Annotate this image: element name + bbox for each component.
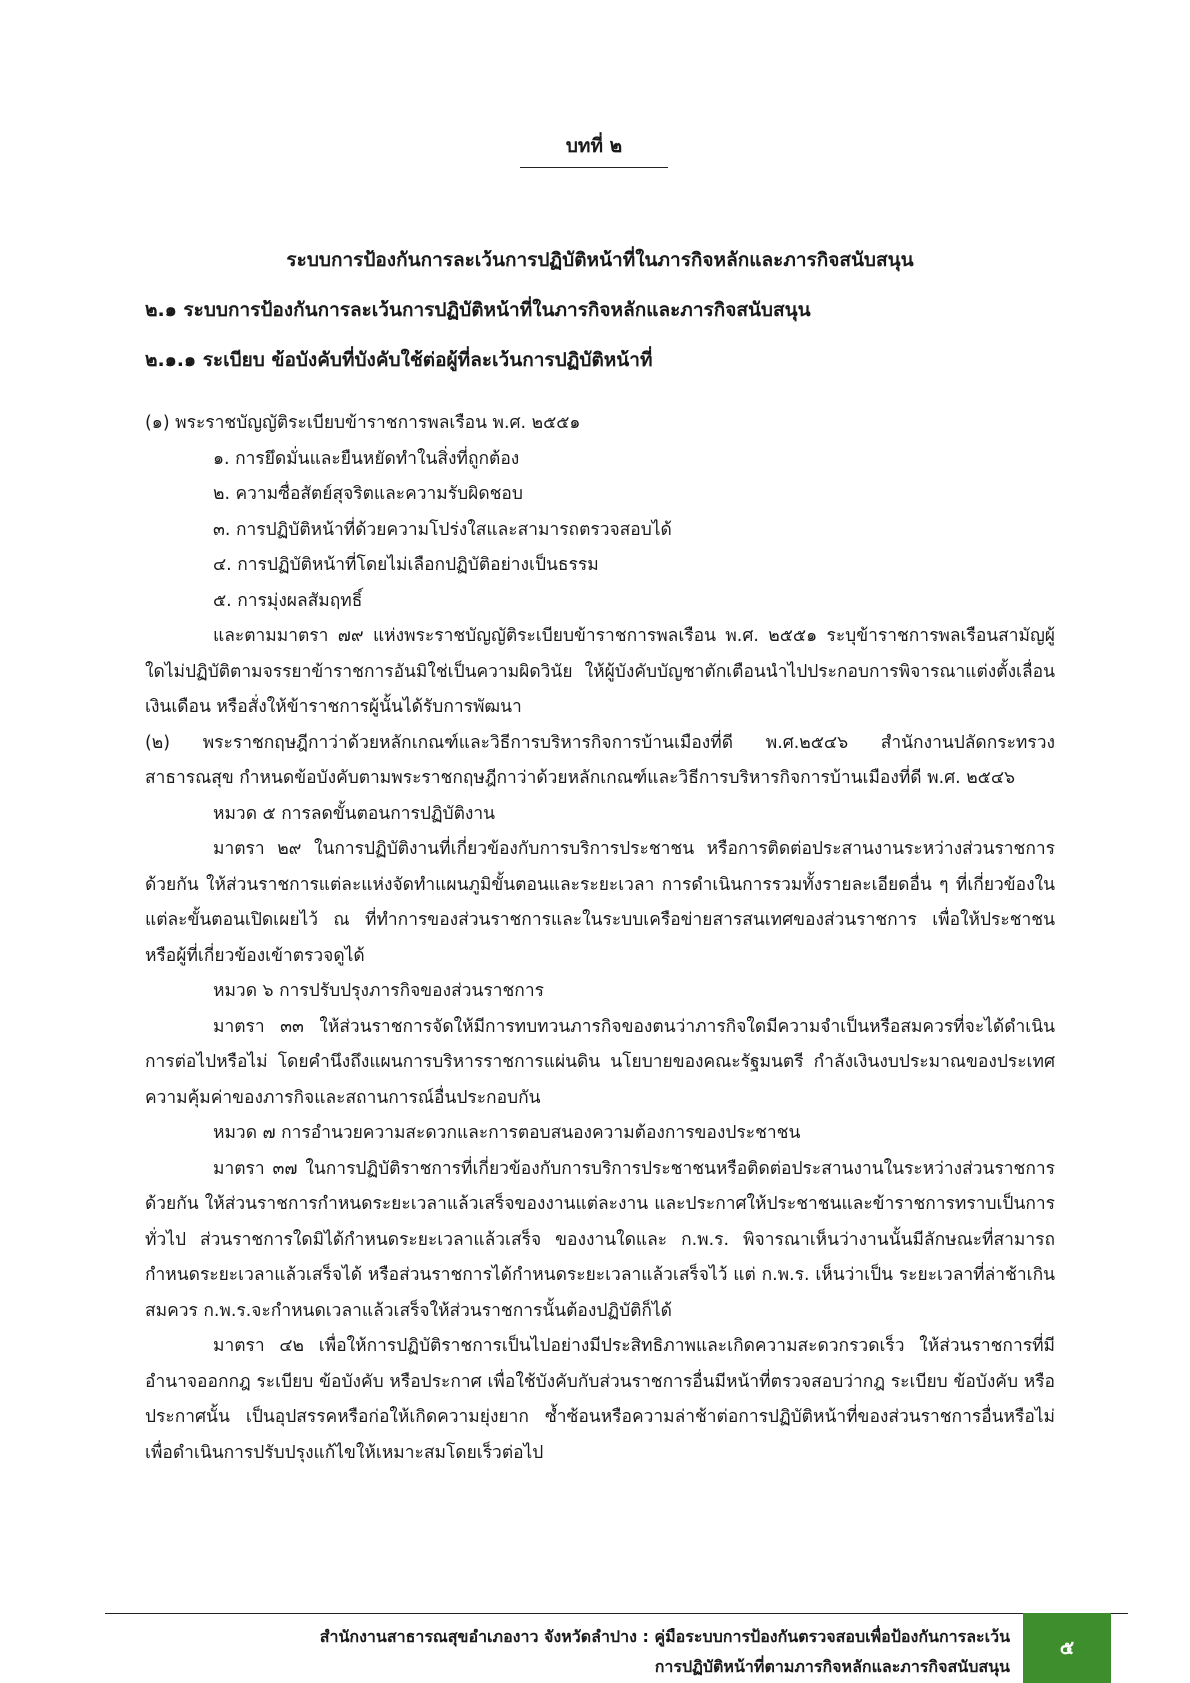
law1-paragraph: และตามมาตรา ๗๙ แห่งพระราชบัญญัติระเบียบข้าราชการพลเรือน พ.ศ. ๒๕๕๑ ระบุข้าราชการพลเรือนสามัญผู้ใดไม่ปฏิบัติตามจรรยาข้าราชการอันมิใช่เป็นความผิดวินัย ให้ผู้บังคับบัญชาตักเตือนนำไปประกอบการพิจารณาแต่งตั้งเลื่อนเงินเดือน หรือสั่งให้ข้าราชการผู้นั้นได้รับการพัฒนา [145, 626, 1055, 717]
chapter5-heading: หมวด ๕ การลดขั้นตอนการปฏิบัติงาน [213, 803, 496, 824]
subsection-heading: ๒.๑.๑ ระเบียบ ข้อบังคับที่บังคับใช้ต่อผู้ที่ละเว้นการปฏิบัติหน้าที่ [145, 349, 653, 371]
section-heading: ๒.๑ ระบบการป้องกันการละเว้นการปฏิบัติหน้าที่ในภารกิจหลักและภารกิจสนับสนุน [145, 299, 811, 321]
page-number-badge [1023, 1613, 1111, 1683]
document-body [145, 406, 1055, 1471]
chapter6-heading: หมวด ๖ การปรับปรุงภารกิจของส่วนราชการ [213, 981, 544, 1001]
chapter-underline [520, 167, 668, 168]
chapter7-heading: หมวด ๗ การอำนวยความสะดวกและการตอบสนองความต้องการของประชาชน [213, 1123, 801, 1143]
section42-paragraph: มาตรา ๔๒ เพื่อให้การปฏิบัติราชการเป็นไปอย่างมีประสิทธิภาพและเกิดความสะดวกรวดเร็ว ให้ส่วนราชการที่มีอำนาจออกกฎ ระเบียบ ข้อบังคับ หรือประกาศ เพื่อใช้บังคับกับส่วนราชการอื่นมีหน้าที่ตรวจสอบว่ากฎ ระเบียบ ข้อบังคับ หรือประกาศนั้น เป็นอุปสรรคหรือก่อให้เกิดความยุ่งยาก ซ้ำซ้อนหรือความล่าช้าต่อการปฏิบัติหน้าที่ของส่วนราชการอื่นหรือไม่ เพื่อดำเนินการปรับปรุงแก้ไขให้เหมาะสมโดยเร็วต่อไป [145, 1336, 1055, 1463]
list-item: ๓. การปฏิบัติหน้าที่ด้วยความโปร่งใสและสามารถตรวจสอบได้ [213, 519, 672, 540]
section37-paragraph: มาตรา ๓๗ ในการปฏิบัติราชการที่เกี่ยวข้องกับการบริการประชาชนหรือติดต่อประสานงานในระหว่างส่วนราชการด้วยกัน ให้ส่วนราชการกำหนดระยะเวลาแล้วเสร็จของงานแต่ละงาน และประกาศให้ประชาชนและข้าราชการทราบเป็นการทั่วไป ส่วนราชการใดมิได้กำหนดระยะเวลาแล้วเสร็จ ของงานใดและ ก.พ.ร. พิจารณาเห็นว่างานนั้นมีลักษณะที่สามารถกำหนดระยะเวลาแล้วเสร็จได้ หรือส่วนราชการได้กำหนดระยะเวลาแล้วเสร็จไว้ แต่ ก.พ.ร. เห็นว่าเป็น ระยะเวลาที่ล่าช้าเกินสมควร ก.พ.ร.จะกำหนดเวลาแล้วเสร็จให้ส่วนราชการนั้นต้องปฏิบัติก็ได้ [145, 1158, 1055, 1321]
law1-heading: (๑) พระราชบัญญัติระเบียบข้าราชการพลเรือน พ.ศ. ๒๕๕๑ [145, 413, 581, 433]
footer [150, 1622, 1010, 1682]
page-number: ๕ [1059, 1637, 1075, 1659]
page-title: ระบบการป้องกันการละเว้นการปฏิบัติหน้าที่ในภารกิจหลักและภารกิจสนับสนุน [286, 249, 914, 271]
footer-line-2: การปฏิบัติหน้าที่ตามภารกิจหลักและภารกิจสนับสนุน [654, 1657, 1010, 1676]
list-item: ๕. การมุ่งผลสัมฤทธิ์ [213, 590, 363, 611]
section33-paragraph: มาตรา ๓๓ ให้ส่วนราชการจัดให้มีการทบทวนภารกิจของตนว่าภารกิจใดมีความจำเป็นหรือสมควรที่จะได้ดำเนินการต่อไปหรือไม่ โดยคำนึงถึงแผนการบริหารราชการแผ่นดิน นโยบายของคณะรัฐมนตรี กำลังเงินงบประมาณของประเทศ ความคุ้มค่าของภารกิจและสถานการณ์อื่นประกอบกัน [145, 1016, 1055, 1108]
section29-paragraph: มาตรา ๒๙ ในการปฏิบัติงานที่เกี่ยวข้องกับการบริการประชาชน หรือการติดต่อประสานงานระหว่างส่วนราชการด้วยกัน ให้ส่วนราชการแต่ละแห่งจัดทำแผนภูมิขั้นตอนและระยะเวลา การดำเนินการรวมทั้งรายละเอียดอื่น ๆ ที่เกี่ยวข้องในแต่ละขั้นตอนเปิดเผยไว้ ณ ที่ทำการของส่วนราชการและในระบบเครือข่ายสารสนเทศของส่วนราชการ เพื่อให้ประชาชนหรือผู้ที่เกี่ยวข้องเข้าตรวจดูได้ [145, 839, 1055, 966]
list-item: ๒. ความซื่อสัตย์สุจริตและความรับผิดชอบ [213, 484, 523, 504]
list-item: ๑. การยึดมั่นและยืนหยัดทำในสิ่งที่ถูกต้อง [213, 448, 520, 469]
chapter-heading: บทที่ ๒ [565, 135, 623, 157]
footer-divider [105, 1613, 1128, 1614]
list-item: ๔. การปฏิบัติหน้าที่โดยไม่เลือกปฏิบัติอย่างเป็นธรรม [213, 555, 599, 575]
footer-line-1: สำนักงานสาธารณสุขอำเภองาว จังหวัดลำปาง : คู่มือระบบการป้องกันตรวจสอบเพื่อป้องกันการละเว้น [319, 1627, 1010, 1646]
law2-heading: (๒) พระราชกฤษฎีกาว่าด้วยหลักเกณฑ์และวิธีการบริหารกิจการบ้านเมืองที่ดี พ.ศ.๒๕๔๖ สำนักงานปลัดกระทรวงสาธารณสุข กำหนดข้อบังคับตามพระราชกฤษฎีกาว่าด้วยหลักเกณฑ์และวิธีการบริหารกิจการบ้านเมืองที่ดี พ.ศ. ๒๕๔๖ [145, 732, 1055, 788]
